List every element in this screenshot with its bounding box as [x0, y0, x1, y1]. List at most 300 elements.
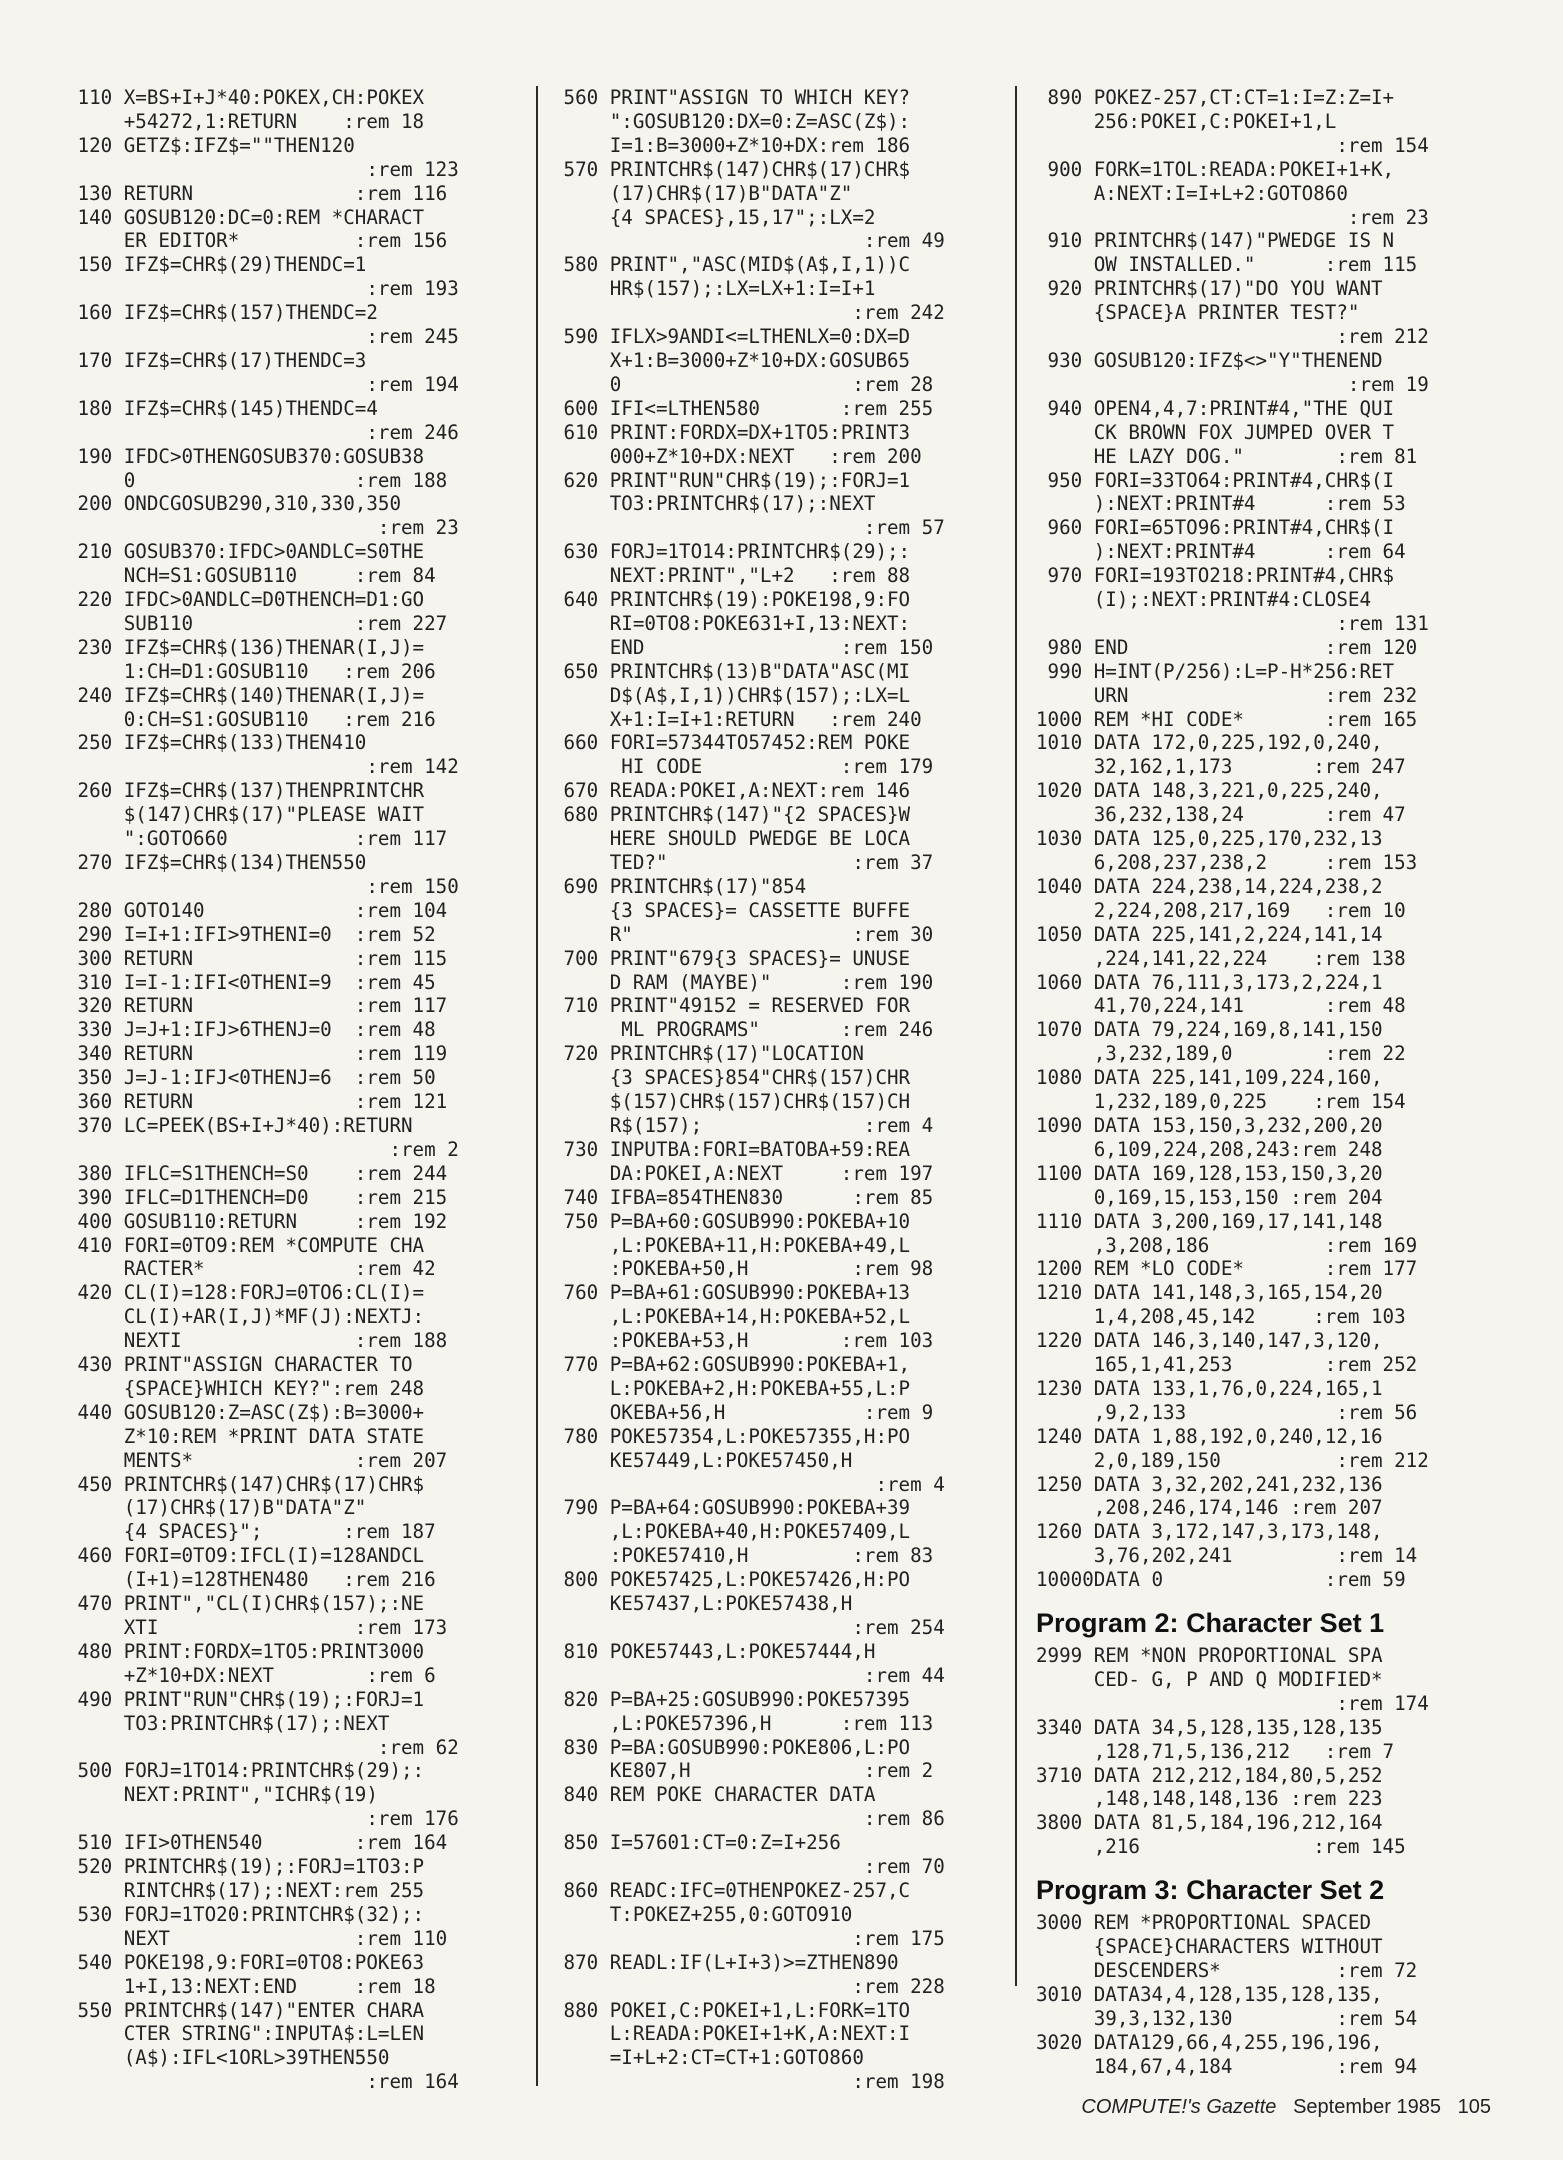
code-line	[66, 971, 526, 995]
code-text: POKEZ-257,CT:CT=1:I=Z:Z=I+	[1093, 86, 1395, 109]
code-line	[1036, 1329, 1496, 1377]
code-continuation: ":GOSUB120:DX=0:Z=ASC(Z$):	[609, 109, 911, 133]
code-line	[552, 469, 1012, 541]
code-line	[552, 1496, 1012, 1568]
code-text: REM *HI CODE* :rem 165	[1093, 707, 1418, 731]
code-continuation: :rem 142	[123, 755, 459, 779]
line-number: 2999	[1036, 1644, 1083, 1667]
code-line	[66, 1114, 526, 1162]
code-text: FORI=0TO9:REM *COMPUTE CHA	[123, 1233, 425, 1257]
line-number: 410	[77, 1233, 113, 1257]
line-number: 530	[77, 1902, 113, 1926]
code-continuation: KE807,H :rem 2	[609, 1759, 934, 1783]
code-text: PRINT"RUN"CHR$(19);:FORJ=1	[609, 468, 911, 492]
code-line	[66, 1999, 526, 2095]
code-line	[552, 1186, 1012, 1210]
code-line	[552, 731, 1012, 779]
code-text: IFZ$=CHR$(29)THENDC=1	[123, 253, 367, 277]
code-continuation: ,3,208,186 :rem 169	[1093, 1233, 1418, 1257]
code-line	[1036, 923, 1496, 971]
code-line	[552, 86, 1012, 158]
code-line	[66, 349, 526, 397]
code-continuation: ,L:POKEBA+14,H:POKEBA+52,L	[609, 1305, 911, 1329]
code-line	[552, 1879, 1012, 1951]
code-continuation: (I+1)=128THEN480 :rem 216	[123, 1568, 436, 1592]
column-divider-left	[536, 86, 538, 2086]
line-number: 950	[1047, 468, 1083, 492]
code-text: GOSUB110:RETURN :rem 192	[123, 1209, 448, 1233]
code-line	[1036, 708, 1496, 732]
code-line	[1036, 1764, 1496, 1812]
code-text: PRINTCHR$(147)"PWEDGE IS N	[1093, 229, 1395, 253]
code-line	[1036, 516, 1496, 564]
code-text: FORI=193TO218:PRINT#4,CHR$	[1093, 564, 1395, 588]
code-text: DATA 148,3,221,0,225,240,	[1093, 779, 1383, 803]
program-3-label: Program 3:	[1036, 1875, 1179, 1906]
code-continuation: :rem 4	[609, 1472, 945, 1496]
code-line	[1036, 1983, 1496, 2031]
code-continuation: RI=0TO8:POKE631+I,13:NEXT:	[609, 611, 911, 635]
code-text: PRINTCHR$(19);:FORJ=1TO3:P	[123, 1855, 425, 1879]
code-continuation: {3 SPACES}854"CHR$(157)CHR	[609, 1066, 911, 1090]
code-continuation: R$(157); :rem 4	[609, 1113, 934, 1137]
code-text: IFZ$=CHR$(17)THENDC=3	[123, 348, 367, 372]
code-continuation: :rem 150	[123, 874, 459, 898]
code-text: DATA 225,141,2,224,141,14	[1093, 922, 1383, 946]
line-number: 270	[77, 851, 113, 874]
code-continuation: :rem 193	[123, 277, 459, 301]
code-text: IFZ$=CHR$(145)THENDC=4	[123, 396, 378, 420]
line-number: 780	[563, 1424, 599, 1448]
code-continuation: L:READA:POKEI+1+K,A:NEXT:I	[609, 2022, 911, 2046]
code-line	[66, 636, 526, 684]
code-text: P=BA+64:GOSUB990:POKEBA+39	[609, 1496, 911, 1520]
code-line	[552, 1999, 1012, 2095]
code-continuation: 1+I,13:NEXT:END :rem 18	[123, 1974, 436, 1998]
code-line	[66, 1544, 526, 1592]
program-3-listing	[1036, 1911, 1496, 2078]
code-continuation: 32,162,1,173 :rem 247	[1093, 755, 1406, 779]
line-number: 800	[563, 1568, 599, 1592]
code-line	[1036, 779, 1496, 827]
code-line	[552, 397, 1012, 421]
line-number: 1020	[1036, 779, 1083, 803]
line-number: 10000	[1036, 1568, 1094, 1592]
code-text: PRINTCHR$(147)CHR$(17)CHR$	[123, 1472, 425, 1496]
code-line	[552, 1210, 1012, 1282]
code-line	[1036, 636, 1496, 660]
code-text: DATA 133,1,76,0,224,165,1	[1093, 1376, 1383, 1400]
code-line	[1036, 469, 1496, 517]
code-continuation: TO3:PRINTCHR$(17);:NEXT	[123, 1711, 390, 1735]
line-number: 290	[77, 922, 113, 946]
code-line	[1036, 86, 1496, 158]
code-continuation: 36,232,138,24 :rem 47	[1093, 803, 1406, 827]
code-continuation: :rem 242	[609, 301, 945, 325]
code-line	[66, 1759, 526, 1831]
code-line	[66, 1855, 526, 1903]
line-number: 280	[77, 898, 113, 922]
line-number: 880	[563, 1998, 599, 2022]
code-continuation: :rem 70	[609, 1855, 945, 1879]
code-continuation: :rem 245	[123, 325, 459, 349]
code-text: DATA 3,200,169,17,141,148	[1093, 1209, 1383, 1233]
code-text: IFZ$=CHR$(136)THENAR(I,J)=	[123, 635, 425, 659]
code-line	[66, 1592, 526, 1640]
code-line	[1036, 158, 1496, 230]
code-continuation: I=1:B=3000+Z*10+DX:rem 186	[609, 133, 911, 157]
code-continuation: 000+Z*10+DX:NEXT :rem 200	[609, 444, 922, 468]
line-number: 500	[77, 1759, 113, 1783]
page-number: 105	[1457, 2096, 1491, 2118]
code-line	[1036, 660, 1496, 708]
code-continuation: SUB110 :rem 227	[123, 611, 448, 635]
line-number: 730	[563, 1137, 599, 1161]
line-number: 540	[77, 1950, 113, 1974]
code-text: DATA 153,150,3,232,200,20	[1093, 1113, 1383, 1137]
code-text: IFZ$=CHR$(134)THEN550	[123, 851, 367, 874]
line-number: 770	[563, 1353, 599, 1377]
code-line	[66, 588, 526, 636]
code-continuation: NCH=S1:GOSUB110 :rem 84	[123, 564, 436, 588]
code-line	[1036, 1425, 1496, 1473]
code-continuation: HERE SHOULD PWEDGE BE LOCA	[609, 827, 911, 851]
code-continuation: DA:POKEI,A:NEXT :rem 197	[609, 1161, 934, 1185]
code-text: PRINT","CL(I)CHR$(157);:NE	[123, 1592, 425, 1616]
code-text: DATA 172,0,225,192,0,240,	[1093, 731, 1383, 755]
code-line	[552, 421, 1012, 469]
code-line	[66, 779, 526, 851]
code-line	[1036, 1377, 1496, 1425]
code-continuation: :rem 154	[1093, 133, 1429, 157]
code-text: REM *PROPORTIONAL SPACED	[1093, 1911, 1371, 1935]
line-number: 130	[77, 181, 113, 205]
code-text: DATA34,4,128,135,128,135,	[1093, 1982, 1383, 2006]
code-continuation: 41,70,224,141 :rem 48	[1093, 994, 1406, 1018]
line-number: 510	[77, 1831, 113, 1855]
code-continuation: 0 :rem 28	[609, 372, 934, 396]
code-line	[66, 1210, 526, 1234]
line-number: 1110	[1036, 1209, 1083, 1233]
code-line	[1036, 827, 1496, 875]
line-number: 450	[77, 1472, 113, 1496]
line-number: 320	[77, 994, 113, 1018]
code-continuation: {SPACE}CHARACTERS WITHOUT	[1093, 1934, 1383, 1958]
code-text: RETURN :rem 119	[123, 1042, 448, 1066]
code-line	[552, 1640, 1012, 1688]
code-continuation: ,9,2,133 :rem 56	[1093, 1400, 1418, 1424]
code-text: IFLX>9ANDI<=LTHENLX=0:DX=D	[609, 325, 911, 349]
code-line	[66, 994, 526, 1018]
code-text: IFZ$=CHR$(133)THEN410	[123, 731, 367, 755]
code-continuation: CK BROWN FOX JUMPED OVER T	[1093, 420, 1395, 444]
code-continuation: (A$):IFL<1ORL>39THEN550	[123, 2046, 390, 2070]
publication-name: COMPUTE!'s Gazette	[1081, 2096, 1277, 2118]
code-continuation: :rem 246	[123, 420, 459, 444]
code-line	[66, 851, 526, 899]
code-text: IFBA=854THEN830 :rem 85	[609, 1185, 934, 1209]
code-text: PRINT:FORDX=DX+1TO5:PRINT3	[609, 420, 911, 444]
line-number: 900	[1047, 157, 1083, 181]
code-text: DATA 34,5,128,135,128,135	[1093, 1715, 1383, 1739]
code-continuation: HR$(157);:LX=LX+1:I=I+1	[609, 277, 876, 301]
line-number: 490	[77, 1687, 113, 1711]
line-number: 960	[1047, 516, 1083, 540]
code-text: DATA 146,3,140,147,3,120,	[1093, 1329, 1383, 1353]
code-text: DATA 212,212,184,80,5,252	[1093, 1763, 1383, 1787]
code-line	[1036, 1568, 1496, 1592]
code-line	[552, 875, 1012, 947]
code-continuation: OW INSTALLED." :rem 115	[1093, 253, 1418, 277]
code-continuation: :rem 19	[1093, 372, 1429, 396]
line-number: 3000	[1036, 1911, 1083, 1935]
column-divider-right	[1015, 86, 1017, 1986]
code-text: READA:POKEI,A:NEXT:rem 146	[609, 779, 911, 803]
code-continuation: ,L:POKEBA+40,H:POKE57409,L	[609, 1520, 911, 1544]
code-continuation: ,3,232,189,0 :rem 22	[1093, 1042, 1406, 1066]
line-number: 300	[77, 946, 113, 970]
line-number: 660	[563, 731, 599, 755]
code-text: INPUTBA:FORI=BATOBA+59:REA	[609, 1137, 911, 1161]
code-continuation: ER EDITOR* :rem 156	[123, 229, 448, 253]
line-number: 310	[77, 970, 113, 994]
code-line	[552, 158, 1012, 254]
code-continuation: :rem 254	[609, 1616, 945, 1639]
code-text: FORI=0TO9:IFCL(I)=128ANDCL	[123, 1544, 425, 1568]
code-continuation: 184,67,4,184 :rem 94	[1093, 2054, 1418, 2078]
code-line	[66, 1018, 526, 1042]
code-text: FORI=57344TO57452:REM POKE	[609, 731, 911, 755]
code-line	[66, 206, 526, 254]
code-text: REM *NON PROPORTIONAL SPA	[1093, 1644, 1383, 1667]
code-text: POKE198,9:FORI=0TO8:POKE63	[123, 1950, 425, 1974]
line-number: 650	[563, 659, 599, 683]
code-text: DATA 81,5,184,196,212,164	[1093, 1811, 1383, 1835]
code-line	[552, 803, 1012, 875]
code-text: RETURN :rem 116	[123, 181, 448, 205]
code-continuation: 3,76,202,241 :rem 14	[1093, 1544, 1418, 1568]
code-line	[1036, 349, 1496, 397]
line-number: 850	[563, 1831, 599, 1855]
code-text: PRINTCHR$(17)"854	[609, 874, 807, 898]
line-number: 1080	[1036, 1066, 1083, 1090]
code-continuation: ,128,71,5,136,212 :rem 7	[1093, 1739, 1395, 1763]
code-continuation: 1,4,208,45,142 :rem 103	[1093, 1305, 1406, 1329]
code-text: IFDC>0ANDLC=D0THENCH=D1:GO	[123, 588, 425, 612]
code-line	[1036, 277, 1496, 349]
code-continuation: 1:CH=D1:GOSUB110 :rem 206	[123, 659, 436, 683]
line-number: 240	[77, 683, 113, 707]
line-number: 1230	[1036, 1376, 1083, 1400]
line-number: 1000	[1036, 707, 1083, 731]
code-line	[1036, 1911, 1496, 1983]
line-number: 890	[1047, 86, 1083, 109]
line-number: 870	[563, 1950, 599, 1974]
code-text: P=BA+25:GOSUB990:POKE57395	[609, 1687, 911, 1711]
code-continuation: HE LAZY DOG." :rem 81	[1093, 444, 1418, 468]
code-continuation: +Z*10+DX:NEXT :rem 6	[123, 1663, 436, 1687]
code-text: IFDC>0THENGOSUB370:GOSUB38	[123, 444, 425, 468]
code-text: OPEN4,4,7:PRINT#4,"THE QUI	[1093, 396, 1395, 420]
line-number: 140	[77, 205, 113, 229]
line-number: 460	[77, 1544, 113, 1568]
line-number: 480	[77, 1639, 113, 1663]
code-continuation: HI CODE :rem 179	[609, 755, 934, 779]
line-number: 370	[77, 1113, 113, 1137]
line-number: 740	[563, 1185, 599, 1209]
code-continuation: :rem 131	[1093, 611, 1429, 635]
program-2-label: Program 2:	[1036, 1608, 1179, 1639]
code-line	[552, 1042, 1012, 1138]
code-line	[66, 1688, 526, 1760]
line-number: 250	[77, 731, 113, 755]
code-text: GOSUB120:IFZ$<>"Y"THENEND	[1093, 348, 1383, 372]
code-text: P=BA+62:GOSUB990:POKEBA+1,	[609, 1353, 911, 1377]
program-3-title: Character Set 2	[1186, 1875, 1385, 1906]
code-text: FORK=1TOL:READA:POKEI+1+K,	[1093, 157, 1395, 181]
program-2-listing	[1036, 1644, 1496, 1859]
code-continuation: T:POKEZ+255,0:GOTO910	[609, 1902, 853, 1926]
code-line	[66, 182, 526, 206]
line-number: 710	[563, 994, 599, 1018]
code-continuation: 0:CH=S1:GOSUB110 :rem 216	[123, 707, 436, 731]
code-continuation: Z*10:REM *PRINT DATA STATE	[123, 1424, 425, 1448]
line-number: 560	[563, 86, 599, 109]
code-continuation: D RAM (MAYBE)" :rem 190	[609, 970, 934, 994]
code-text: I=I-1:IFI<0THENI=9 :rem 45	[123, 970, 436, 994]
program-2-title: Character Set 1	[1186, 1608, 1385, 1639]
code-text: RETURN :rem 121	[123, 1090, 448, 1114]
code-continuation: :rem 23	[1093, 205, 1429, 229]
line-number: 440	[77, 1400, 113, 1424]
line-number: 3340	[1036, 1715, 1083, 1739]
code-line	[552, 660, 1012, 732]
code-line	[1036, 1520, 1496, 1568]
code-continuation: :rem 175	[609, 1926, 945, 1950]
code-line	[1036, 1018, 1496, 1066]
code-continuation: :rem 62	[123, 1735, 459, 1759]
line-number: 550	[77, 1998, 113, 2022]
code-continuation: ":GOTO660 :rem 117	[123, 827, 448, 851]
line-number: 190	[77, 444, 113, 468]
code-continuation: NEXT:PRINT","ICHR$(19)	[123, 1783, 378, 1807]
code-continuation: ,L:POKE57396,H :rem 113	[609, 1711, 934, 1735]
code-continuation: OKEBA+56,H :rem 9	[609, 1400, 934, 1424]
code-continuation: :POKEBA+50,H :rem 98	[609, 1257, 934, 1281]
line-number: 600	[563, 396, 599, 420]
code-line	[552, 540, 1012, 588]
line-number: 380	[77, 1161, 113, 1185]
code-continuation: KE57449,L:POKE57450,H	[609, 1448, 853, 1472]
code-continuation: RINTCHR$(17);:NEXT:rem 255	[123, 1878, 425, 1902]
line-number: 760	[563, 1281, 599, 1305]
code-continuation: NEXT :rem 110	[123, 1926, 448, 1950]
code-text: GOSUB120:DC=0:REM *CHARACT	[123, 205, 425, 229]
code-text: REM *LO CODE* :rem 177	[1093, 1257, 1418, 1281]
code-text: GOSUB120:Z=ASC(Z$):B=3000+	[123, 1400, 425, 1424]
code-continuation: END :rem 150	[609, 635, 934, 659]
line-number: 790	[563, 1496, 599, 1520]
code-continuation: 1,232,189,0,225 :rem 154	[1093, 1090, 1406, 1114]
code-text: H=INT(P/256):L=P-H*256:RET	[1093, 659, 1395, 683]
code-line	[552, 947, 1012, 995]
code-text: GETZ$:IFZ$=""THEN120	[123, 133, 355, 157]
listing-column-1	[66, 86, 526, 2094]
code-line	[1036, 1473, 1496, 1521]
code-line	[1036, 1162, 1496, 1210]
code-text: DATA129,66,4,255,196,196,	[1093, 2030, 1383, 2054]
line-number: 720	[563, 1042, 599, 1066]
line-number: 830	[563, 1735, 599, 1759]
line-number: 330	[77, 1018, 113, 1042]
code-line	[1036, 1066, 1496, 1114]
line-number: 120	[77, 133, 113, 157]
code-text: X=BS+I+J*40:POKEX,CH:POKEX	[123, 86, 425, 109]
code-text: I=I+1:IFI>9THENI=0 :rem 52	[123, 922, 436, 946]
code-continuation: {SPACE}A PRINTER TEST?"	[1093, 301, 1360, 325]
line-number: 1010	[1036, 731, 1083, 755]
code-line	[66, 301, 526, 349]
code-text: ONDCGOSUB290,310,330,350	[123, 492, 401, 516]
line-number: 3020	[1036, 2030, 1083, 2054]
code-line	[66, 134, 526, 182]
code-text: DATA 3,172,147,3,173,148,	[1093, 1520, 1383, 1544]
code-text: IFI>0THEN540 :rem 164	[123, 1831, 448, 1855]
line-number: 840	[563, 1783, 599, 1807]
code-continuation: :rem 228	[609, 1974, 945, 1998]
code-continuation: DESCENDERS* :rem 72	[1093, 1958, 1418, 1982]
line-number: 3010	[1036, 1982, 1083, 2006]
line-number: 910	[1047, 229, 1083, 253]
code-line	[1036, 1644, 1496, 1716]
code-line	[66, 1951, 526, 1999]
code-line	[1036, 229, 1496, 277]
code-line	[552, 1831, 1012, 1879]
code-continuation: MENTS* :rem 207	[123, 1448, 448, 1472]
line-number: 820	[563, 1687, 599, 1711]
code-text: PRINT"49152 = RESERVED FOR	[609, 994, 911, 1018]
line-number: 1200	[1036, 1257, 1083, 1281]
line-number: 750	[563, 1209, 599, 1233]
code-text: LC=PEEK(BS+I+J*40):RETURN	[123, 1113, 413, 1137]
code-text: FORI=65TO96:PRINT#4,CHR$(I	[1093, 516, 1395, 540]
code-continuation: $(147)CHR$(17)"PLEASE WAIT	[123, 803, 425, 827]
code-continuation: +54272,1:RETURN :rem 18	[123, 109, 425, 133]
code-continuation: :rem 198	[609, 2070, 945, 2094]
code-text: CL(I)=128:FORJ=0TO6:CL(I)=	[123, 1281, 425, 1305]
code-text: IFZ$=CHR$(140)THENAR(I,J)=	[123, 683, 425, 707]
line-number: 1260	[1036, 1520, 1083, 1544]
code-continuation: :rem 49	[609, 229, 945, 253]
line-number: 580	[563, 253, 599, 277]
program-3-heading	[1036, 1875, 1496, 1906]
line-number: 3800	[1036, 1811, 1083, 1835]
line-number: 260	[77, 779, 113, 803]
code-continuation: {4 SPACES}"; :rem 187	[123, 1520, 436, 1544]
code-text: I=57601:CT=0:Z=I+256	[609, 1831, 841, 1855]
code-text: IFLC=D1THENCH=D0 :rem 215	[123, 1185, 448, 1209]
code-text: PRINT","ASC(MID$(A$,I,1))C	[609, 253, 911, 277]
code-continuation: =I+L+2:CT=CT+1:GOTO860	[609, 2046, 864, 2070]
code-continuation: {4 SPACES},15,17";:LX=2	[609, 205, 876, 229]
code-line	[1036, 564, 1496, 636]
code-continuation: 6,109,224,208,243:rem 248	[1093, 1137, 1383, 1161]
code-text: RETURN :rem 115	[123, 946, 448, 970]
code-continuation: 39,3,132,130 :rem 54	[1093, 2006, 1418, 2030]
code-continuation: ML PROGRAMS" :rem 246	[609, 1018, 934, 1042]
code-continuation: CTER STRING":INPUTA$:L=LEN	[123, 2022, 425, 2046]
code-line	[552, 779, 1012, 803]
